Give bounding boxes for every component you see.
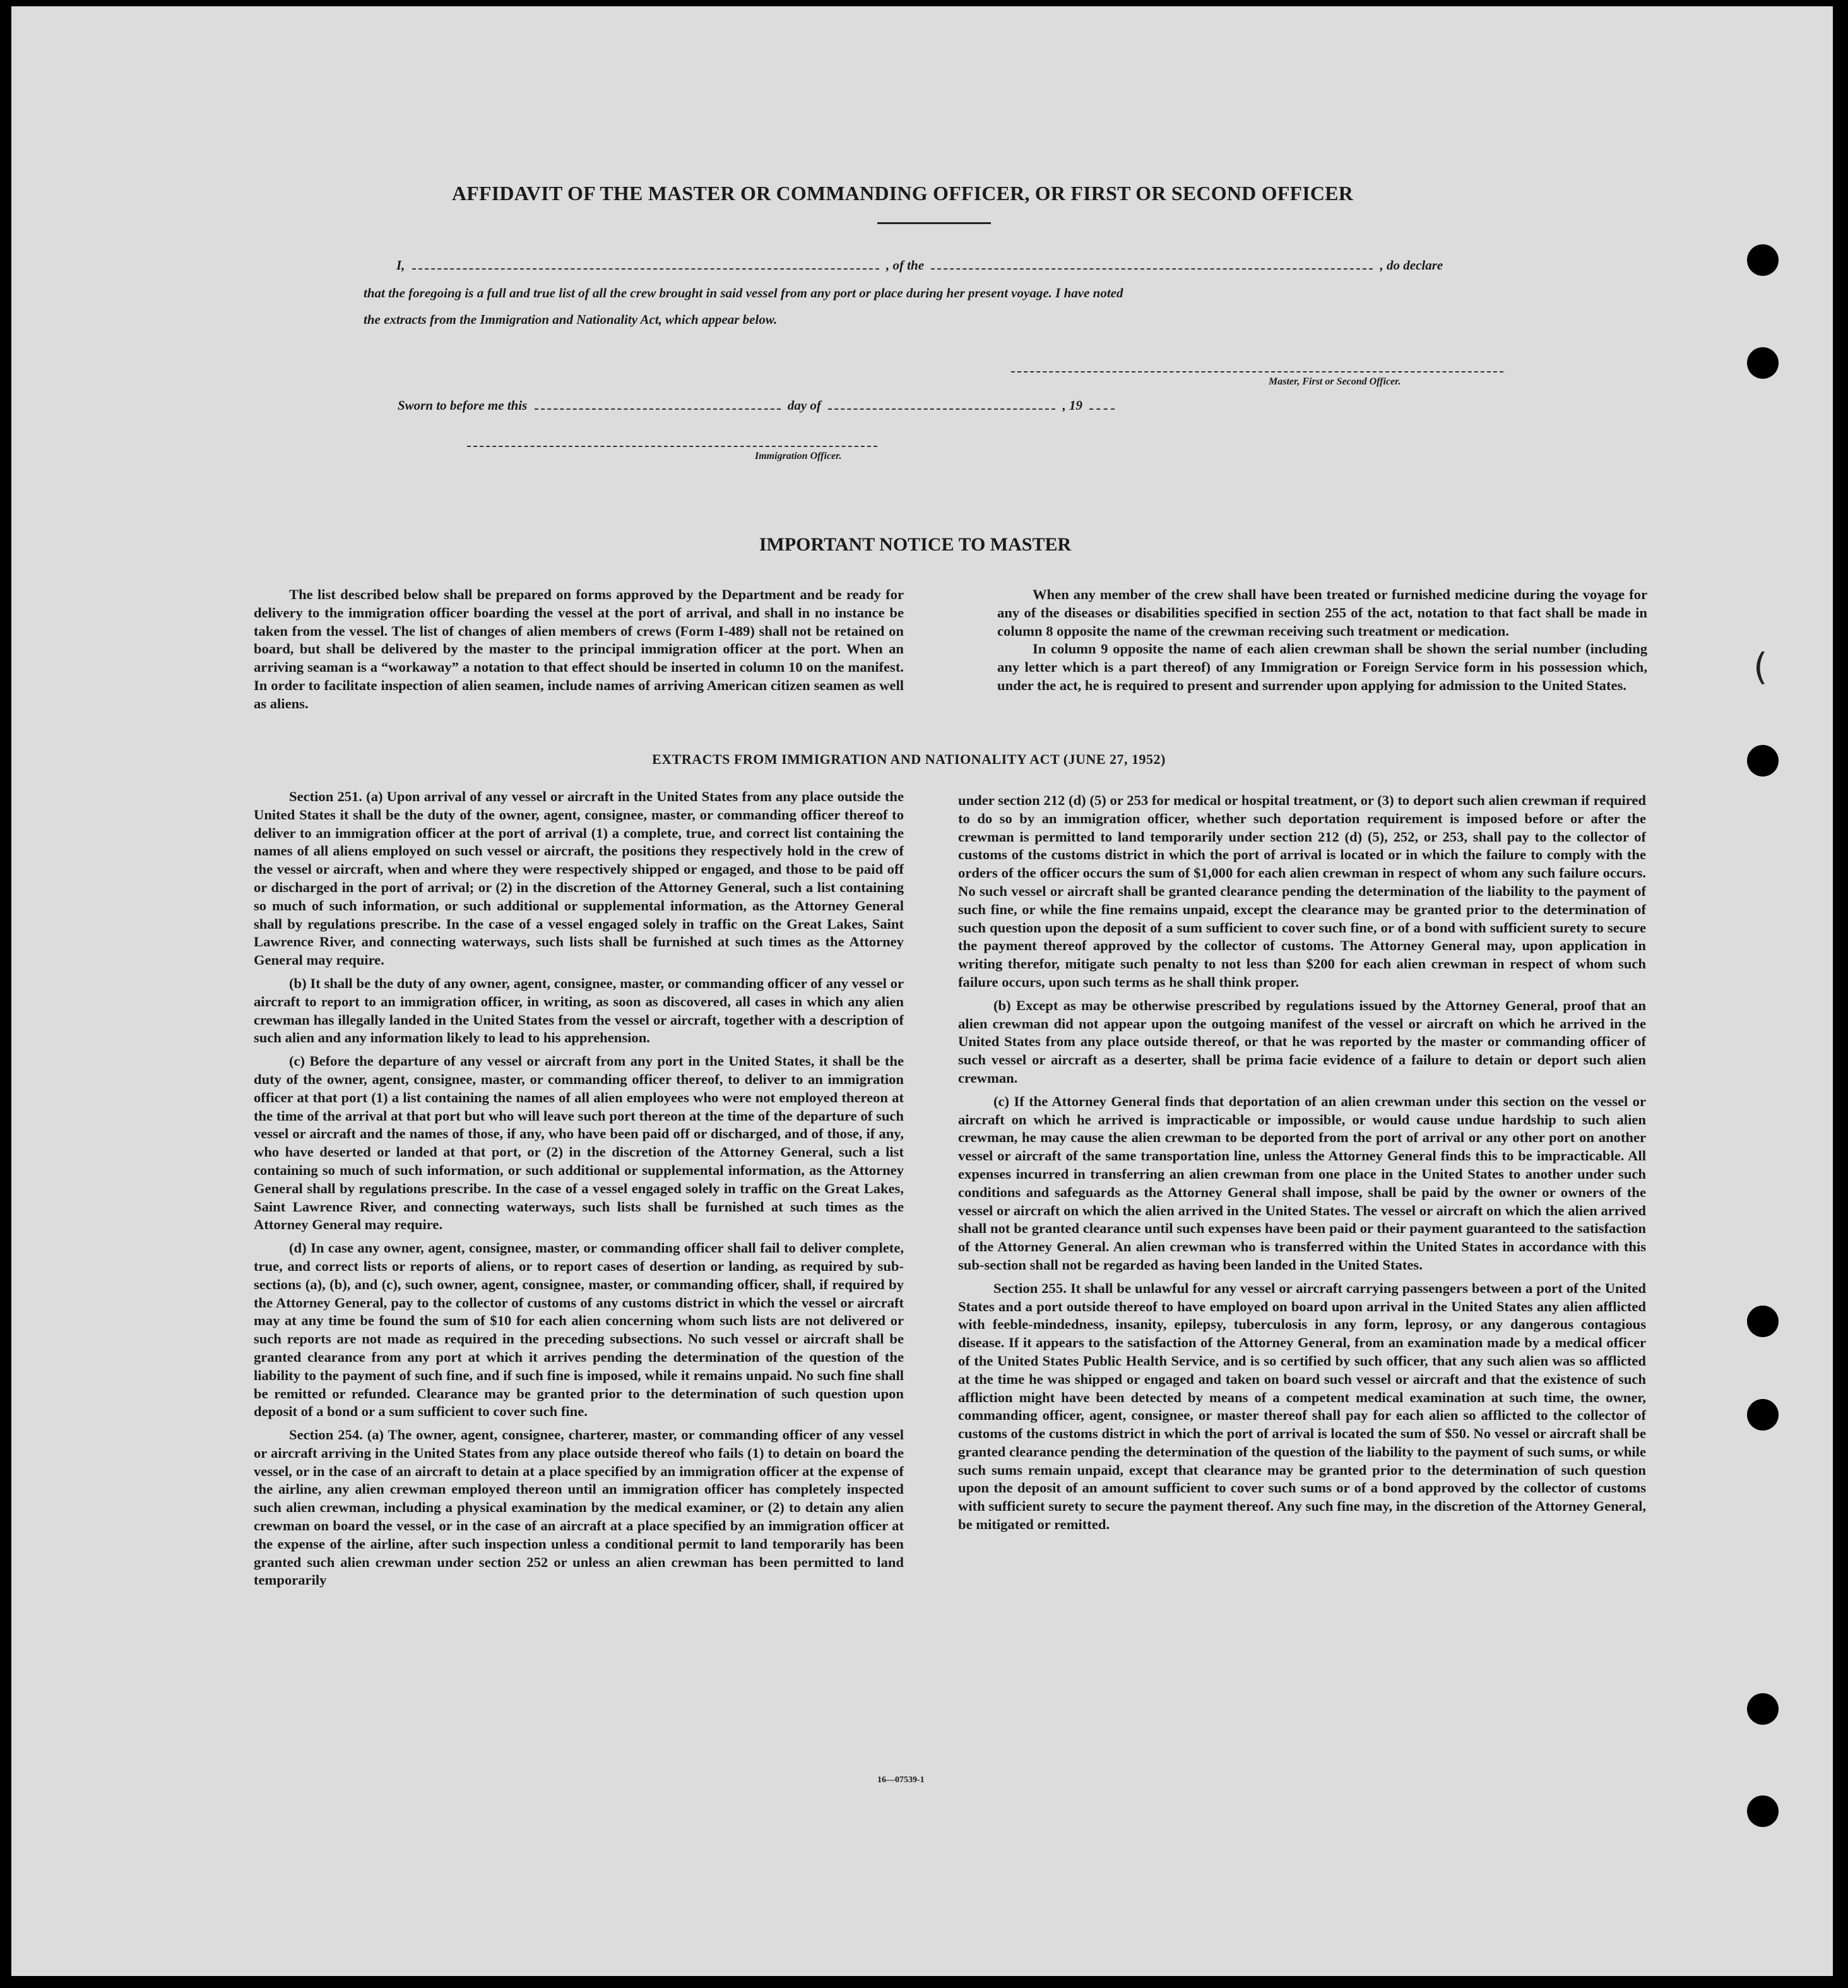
immigration-officer-signature-field[interactable]: [467, 446, 877, 447]
section-251-c: (c) Before the departure of any vessel or aircraft from any port in the United States, it shall be the duty of the owner, agent, consignee, master, or commanding officer thereof, to deliver to an immigration officer at that port (1) a list containing the names of all alien employees who were not employed thereon at the time of the arrival at that port but who will leave such port thereon at the time of the departure of such vessel or aircraft and the names of those, if any, who have been paid off or discharged, and of those, if any, who have deserted or landed at that port, or (2) in the discretion of the Attorney General, such a list containing so much of such information, or such additional or supplemental information, as the Attorney General shall by regulations prescribe. In the case of a vessel engaged solely in traffic on the Great Lakes, Saint Lawrence River, and connecting waterways, such lists shall be furnished at such times as the Attorney General may require.: [254, 1053, 904, 1233]
punch-hole: [1747, 1795, 1779, 1827]
section-254-a-continued: under section 212 (d) (5) or 253 for medical or hospital treatment, or (3) to deport such alien crewman if required to do so by an immigration officer, whether such deportation requirement is imposed before or after the crewman is permitted to land temporarily under section 212 (d) (5), 252, or 253, shall pay to the collector of customs of the customs district in which the port of arrival is located or in which the failure to comply with the orders of the officer occurs the sum of $1,000 for each alien crewman in respect of whom any such failure occurs. No such vessel or aircraft shall be granted clearance pending the determination of the liability to the payment of such fine, or while the fine remains unpaid, except the clearance may be granted prior to the determination of such question upon the deposit of a sum sufficient to cover such fine, or of a bond with sufficient surety to secure the payment thereof approved by the collector of customs. The Attorney General may, upon application in writing therefor, mitigate such penalty to not less than $200 for each alien crewman in respect of whom such failure occurs, upon such terms as he shall think proper.: [958, 792, 1646, 990]
section-251-d: (d) In case any owner, agent, consignee, master, or commanding officer shall fail to deliver complete, true, and correct lists or reports of aliens, or to report cases of desertion or landing, as required by sub-sections (a), (b), and (c), such owner, agent, consignee, master, or commanding officer, shall, if required by the Attorney General, pay to the collector of customs of any customs district in which the vessel or aircraft may at any time be found the sum of $10 for each alien concerning whom such lists are not delivered or such reports are not made as required in the preceding subsections. No such vessel or aircraft shall be granted clearance from any port at which it arrives pending the determination of the question of the liability to the payment of such fine, and if such fine is imposed, while it remains unpaid. No such fine shall be remitted or refunded. Clearance may be granted prior to the determination of such question upon deposit of a bond or a sum sufficient to cover such fine.: [254, 1240, 904, 1420]
form-number: 16—07539-1: [877, 1775, 925, 1785]
sworn-line: [398, 398, 1118, 414]
declarant-label: I,: [396, 258, 405, 273]
declaration-text-line: that the foregoing is a full and true list of all the crew brought in said vessel from any port or place during her present voyage. I have noted: [364, 285, 1123, 301]
extracts-left-column: [254, 788, 904, 1590]
section-255: Section 255. It shall be unlawful for any vessel or aircraft carrying passengers between a port of the United States and a port outside thereof to have employed on board upon arrival in the United States any alien afflicted with feeble-mindedness, insanity, epilepsy, tuberculosis in any form, leprosy, or any dangerous contagious disease. If it appears to the satisfaction of the Attorney General, from an examination made by a medical officer of the United States Public Health Service, and is so certified by such officer, that any such alien was so afflicted at the time he was shipped or engaged and taken on board such vessel or aircraft and that the existence of such affliction might have been detected by means of a competent medical examination at such time, the owner, commanding officer, agent, consignee, or master thereof shall pay for each alien so afflicted to the collector of customs of the customs district in which the port of arrival is located the sum of $50. No vessel or aircraft shall be granted clearance pending the determination of the question of the liability to the payment of such sums, or while such sums remain unpaid, except that clearance may be granted prior to the determination of such question upon the deposit of an amount sufficient to cover such sums or of a bond approved by the collector of customs with sufficient surety to secure the payment thereof. Any such fine may, in the discretion of the Attorney General, be mitigated or remitted.: [958, 1280, 1646, 1533]
sworn-day-field[interactable]: [535, 407, 781, 410]
punch-hole: [1747, 1399, 1779, 1431]
declare-label: , do declare: [1380, 258, 1443, 273]
extracts-right-column: [958, 792, 1646, 1534]
declarant-name-field[interactable]: [412, 267, 879, 270]
notice-left-column: [254, 586, 904, 713]
affidavit-title: AFFIDAVIT OF THE MASTER OR COMMANDING OFFICER, OR FIRST OR SECOND OFFICER: [451, 182, 1354, 205]
section-251-a: Section 251. (a) Upon arrival of any vessel or aircraft in the United States from any place outside the United States it shall be the duty of the owner, agent, consignee, master, or commanding officer thereof to deliver to an immigration officer at the port of arrival (1) a complete, true, and correct list containing the names of all aliens employed on such vessel or aircraft, the positions they respectively hold in the crew of the vessel or aircraft, when and where they were respectively shipped or engaged, and those to be paid off or discharged in the port of arrival; or (2) in the discretion of the Attorney General, such a list containing so much of such information, or such additional or supplemental information, as the Attorney General shall by regulations prescribe. In the case of a vessel engaged solely in traffic on the Great Lakes, Saint Lawrence River, and connecting waterways, such lists shall be furnished at such times as the Attorney General may require.: [254, 789, 904, 968]
year-label: , 19: [1062, 398, 1082, 413]
sworn-year-field[interactable]: [1089, 407, 1115, 410]
section-254-b: (b) Except as may be otherwise prescribed by regulations issued by the Attorney General, proof that an alien crewman did not appear upon the outgoing manifest of the vessel or aircraft on which he arrived in the United States from any place outside thereof, or that he was reported by the master or commanding officer of such vessel or aircraft as a deserter, shall be prima facie evidence of a failure to detain or deport such alien crewman.: [958, 997, 1646, 1086]
vessel-name-field[interactable]: [931, 267, 1373, 270]
binding-mark: (: [1753, 645, 1768, 688]
vessel-label: , of the: [886, 258, 925, 273]
notice-paragraph: In column 9 opposite the name of each alien crewman shall be shown the serial number (including any letter which is a part thereof) of any Immigration or Foreign Service form in his possession which, under the act, he is required to present and surrender upon applying for admission to the United States.: [997, 641, 1647, 693]
notice-paragraph: The list described below shall be prepared on forms approved by the Department and be ready for delivery to the immigration officer boarding the vessel at the port of arrival, and shall in no instance be taken from the vessel. The list of changes of alien members of crews (Form I-489) shall not be retained on board, but shall be delivered by the master to the principal immigration officer at the port. When an arriving seaman is a “workaway” a notation to that effect should be inserted in column 10 on the manifest. In order to facilitate inspection of alien seamen, include names of arriving American citizen seamen as well as aliens.: [254, 586, 904, 711]
section-254-a: Section 254. (a) The owner, agent, consignee, charterer, master, or commanding officer of any vessel or aircraft arriving in the United States from any place outside thereof who fails (1) to detain on board the vessel, or in the case of an aircraft to detain at a place specified by an immigration officer at the expense of the airline, any alien crewman employed thereon until an immigration officer has completely inspected such alien crewman, including a physical examination by the medical examiner, or (2) to detain any alien crewman on board the vessel, or in the case of an aircraft at a place specified by an immigration officer at the expense of the airline, after such inspection unless a conditional permit to land temporarily has been granted such alien crewman under section 252 or unless an alien crewman has been permitted to land temporarily: [254, 1427, 904, 1588]
sworn-month-field[interactable]: [828, 407, 1055, 410]
punch-hole: [1747, 745, 1779, 777]
immigration-officer-label: Immigration Officer.: [755, 451, 842, 461]
punch-hole: [1747, 347, 1779, 379]
section-251-b: (b) It shall be the duty of any owner, agent, consignee, master, or commanding officer of any vessel or aircraft to report to an immigration officer, in writing, as soon as discovered, all cases in which any alien crewman has illegally landed in the United States from the vessel or aircraft, together with a description of such alien and any information likely to lead to his apprehension.: [254, 975, 904, 1046]
punch-hole: [1747, 244, 1779, 276]
extracts-title: EXTRACTS FROM IMMIGRATION AND NATIONALITY ACT (JUNE 27, 1952): [652, 751, 1166, 767]
title-rule: [877, 222, 991, 224]
section-254-c: (c) If the Attorney General finds that deportation of an alien crewman under this section on the vessel or aircraft on which he arrived is impracticable or impossible, or would cause undue hardship to such alien crewman, he may cause the alien crewman to be deported from the port of arrival or any other port on another vessel or aircraft of the same transportation line, unless the Attorney General finds this to be impracticable. All expenses incurred in transferring an alien crewman from one place in the United States to another under such conditions and safeguards as the Attorney General shall impose, shall be paid by the owner or owners of the vessel or aircraft on which the alien arrived in the United States. The vessel or aircraft on which the alien arrived shall not be granted clearance until such expenses have been paid or their payment guaranteed to the satisfaction of the Attorney General. An alien crewman who is transferred within the United States in accordance with this sub-section shall not be regarded as having been landed in the United States.: [958, 1093, 1646, 1273]
declaration-line: [396, 258, 1443, 273]
punch-hole: [1747, 1693, 1779, 1725]
master-signature-field[interactable]: [1011, 371, 1503, 372]
notice-paragraph: When any member of the crew shall have been treated or furnished medicine during the voyage for any of the diseases or disabilities specified in section 255 of the act, notation to that fact shall be made in column 8 opposite the name of the crewman receiving such treatment or medication.: [997, 586, 1647, 639]
notice-right-column: [997, 586, 1647, 695]
master-signature-label: Master, First or Second Officer.: [1269, 376, 1401, 387]
notice-title: IMPORTANT NOTICE TO MASTER: [759, 534, 1072, 555]
day-of-label: day of: [787, 398, 821, 413]
declaration-text-line: the extracts from the Immigration and Nationality Act, which appear below.: [364, 312, 778, 327]
punch-hole: [1747, 1306, 1779, 1337]
sworn-label: Sworn to before me this: [398, 398, 528, 413]
